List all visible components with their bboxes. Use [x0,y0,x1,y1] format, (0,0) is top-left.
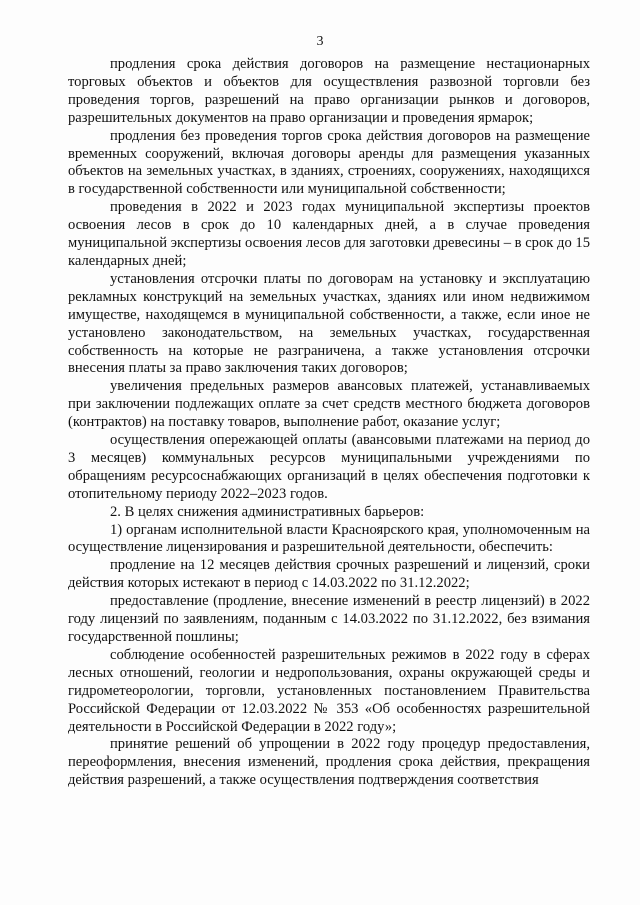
paragraph-6: осуществления опережающей оплаты (авансовыми платежами на период до 3 месяцев) коммунальных ресурсов муниципальными учреждениями по обращениям ресурсоснабжающих организаций в целях обеспечения подготовки к отопительному периоду 2022–2023 годов. [68,432,590,502]
paragraph-2: продления без проведения торгов срока действия договоров на размещение временных сооружений, включая договоры аренды для размещения указанных объектов на земельных участках, в зданиях, строениях, сооружениях, находящихся в государственной собственности или муниципальной собственности; [68,127,590,198]
paragraph-4: установления отсрочки платы по договорам на установку и эксплуатацию рекламных конструкций на земельных участках, зданиях или ином недвижимом имуществе, находящемся в муниципальной собственности, а также, если иное не установлено законодательством, на земельных участках, государственная собственность на которые не разграничена, а также установления отсрочки внесения платы за право заключения таких договоров; [68,270,590,377]
paragraph-5: увеличения предельных размеров авансовых платежей, устанавливаемых при заключении подлежащих оплате за счет средств местного бюджета договоров (контрактов) на поставку товаров, выполнение работ, оказание услуг; [68,378,590,431]
paragraph-7: 2. В целях снижения административных барьеров: [110,503,425,520]
paragraph-12: принятие решений об упрощении в 2022 году процедур предоставления, переоформления, внесения изменений, продления срока действия, прекращения действия разрешений, а также осуществления подтверждения соответствия [68,736,590,789]
paragraph-1: продления срока действия договоров на размещение нестационарных торговых объектов и объектов для осуществления развозной торговли без проведения торгов, разрешений на право организации рынков и договоров, разрешительных документов на право организации и проведения ярмарок; [68,56,590,126]
paragraph-11: соблюдение особенностей разрешительных режимов в 2022 году в сферах лесных отношений, геологии и недропользования, охраны окружающей среды и гидрометеорологии, торговли, установленных постановлением Правительства Российской Федерации от 12.03.2022 № 353 «Об особенностях разрешительной деятельности в Российской Федерации в 2022 году»; [68,646,590,735]
paragraph-3: проведения в 2022 и 2023 годах муниципальной экспертизы проектов освоения лесов в срок до 10 календарных дней, а в случае проведения муниципальной экспертизы освоения лесов для заготовки древесины – в срок до 15 календарных дней; [68,199,590,269]
document-body [68,56,590,790]
paragraph-9: продление на 12 месяцев действия срочных разрешений и лицензий, сроки действия которых истекают в период с 14.03.2022 по 31.12.2022; [68,557,590,592]
paragraph-8: 1) органам исполнительной власти Красноярского края, уполномоченным на осуществление лицензирования и разрешительной деятельности, обеспечить: [68,521,590,556]
page-number: 3 [316,34,324,49]
paragraph-10: предоставление (продление, внесение изменений в реестр лицензий) в 2022 году лицензий по заявлениям, поданным с 14.03.2022 по 31.12.2022, без взимания государственной пошлины; [68,593,590,645]
